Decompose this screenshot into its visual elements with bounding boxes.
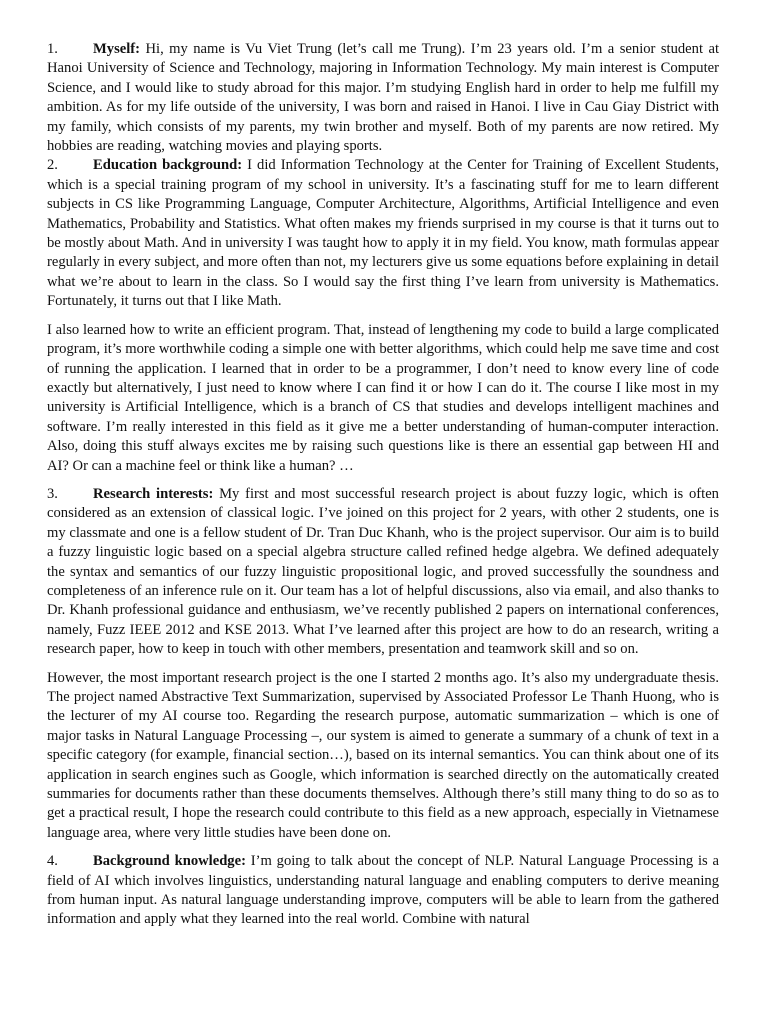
section-number: 1. (47, 41, 58, 57)
section-number: 2. (47, 157, 58, 174)
section-text: I’m going to talk about the concept of NLP. Natural Language Processing is a field of AI which involves linguistics, understanding natural language and enabling computers to derive meaning from human input. As natural language understanding improve, computers will be able to learn from the gathered information and apply what they learned into the real world. Combine with natural (47, 853, 719, 928)
section-heading: Background knowledge: (93, 853, 246, 870)
section-heading: Research interests: (93, 485, 214, 502)
paragraph-text: However, the most important research project is the one I started 2 months ago. It’s also my undergraduate thesis. The project named Abstractive Text Summarization, supervised by Associated Professor Le Thanh Huong, who is the lecturer of my AI course too. Regarding the research purpose, automatic summarization – which is one of major tasks in Natural Language Processing –, our system is aimed to generate a summary of a chunk of text in a specific category (for example, financial section…), based on its internal semantics. You can think about one of its application in search engines such as Google, which information is searched directly on the automatically created summaries for documents rather than these documents themselves. Although there’s still many thing to do so as to get a practical result, I hope the research could contribute to this field as a new approach, especially in Vietnamese language area, where very little studies have been done on. (47, 669, 719, 841)
section-heading: Myself: (93, 41, 141, 57)
section-text: My first and most successful research project is about fuzzy logic, which is often considered as an extension of classical logic. I’ve joined on this project for 2 years, with other 2 students, one is my classmate and one is a fellow student of Dr. Tran Duc Khanh, who is the project supervisor. Our aim is to build a fuzzy linguistic logic based on a special algebra structure called refined hedge algebra. We defined adequately the syntax and semantics of our fuzzy linguistic propositional logic, and proved successfully the soundness and completeness of an inference rule on it. Our team has a lot of helpful discussions, also via email, and also thanks to Dr. Khanh professional guidance and enthusiasm, we’ve recently published 2 papers on international conferences, namely, Fuzz IEEE 2012 and KSE 2013. What I’ve learned after this project are how to do an research, writing a research paper, how to keep in touch with other members, presentation and teamwork skill and so on. (47, 485, 719, 658)
section-number: 4. (47, 853, 58, 870)
document-page (47, 40, 719, 930)
education-paragraph-2 (47, 321, 719, 476)
section-myself (47, 40, 719, 156)
section-heading: Education background: (93, 157, 243, 174)
section-text: I did Information Technology at the Center for Training of Excellent Students, which is a special training program of my school in university. It’s a fascinating stuff for me to learn different subjects in CS like Programming Language, Computer Architecture, Algorithms, Artificial Intelligence and even Mathematics, Probability and Statistics. What often makes my friends surprised in my course is that it turns out to be mostly about Math. And in university I was taught how to apply it in my field. You know, math formulas appear regularly in every subject, and more often than not, my lecturers give us some equations before explaining in detail what we’re about to learn in the class. So I would say the first thing I’ve learn from university is Mathematics. Fortunately, it turns out that I like Math. (47, 157, 719, 310)
section-text: Hi, my name is Vu Viet Trung (let’s call me Trung). I’m 23 years old. I’m a senior student at Hanoi University of Science and Technology, majoring in Information Technology. My main interest is Computer Science, and I would like to study abroad for this major. I’m studying English hard in order to help me fulfill my ambition. As for my life outside of the university, I was born and raised in Hanoi. I live in Cau Giay District with my family, which consists of my parents, my twin brother and myself. Both of my parents are now retired. My hobbies are reading, watching movies and playing sports. (47, 41, 719, 155)
section-number: 3. (47, 485, 58, 502)
section-education (47, 156, 719, 311)
section-background-knowledge (47, 852, 719, 930)
research-paragraph-2 (47, 669, 719, 844)
section-research-interests (47, 485, 719, 660)
paragraph-text: I also learned how to write an efficient program. That, instead of lengthening my code to build a large complicated program, it’s more worthwhile coding a simple one with better algorithms, which could help me save time and cost of running the application. I learned that in order to be a programmer, I don’t need to know every line of code exactly but alternatively, I just need to know where I can find it or how I can do it. The course I like most in my university is Artificial Intelligence, which is a branch of CS that studies and develops intelligent machines and software. I’m really interested in this field as it give me a better understanding of human-computer interaction. Also, doing this stuff always excites me by raising such questions like is there an essential gap between HI and AI? Or can a machine feel or think like a human? … (47, 321, 719, 474)
